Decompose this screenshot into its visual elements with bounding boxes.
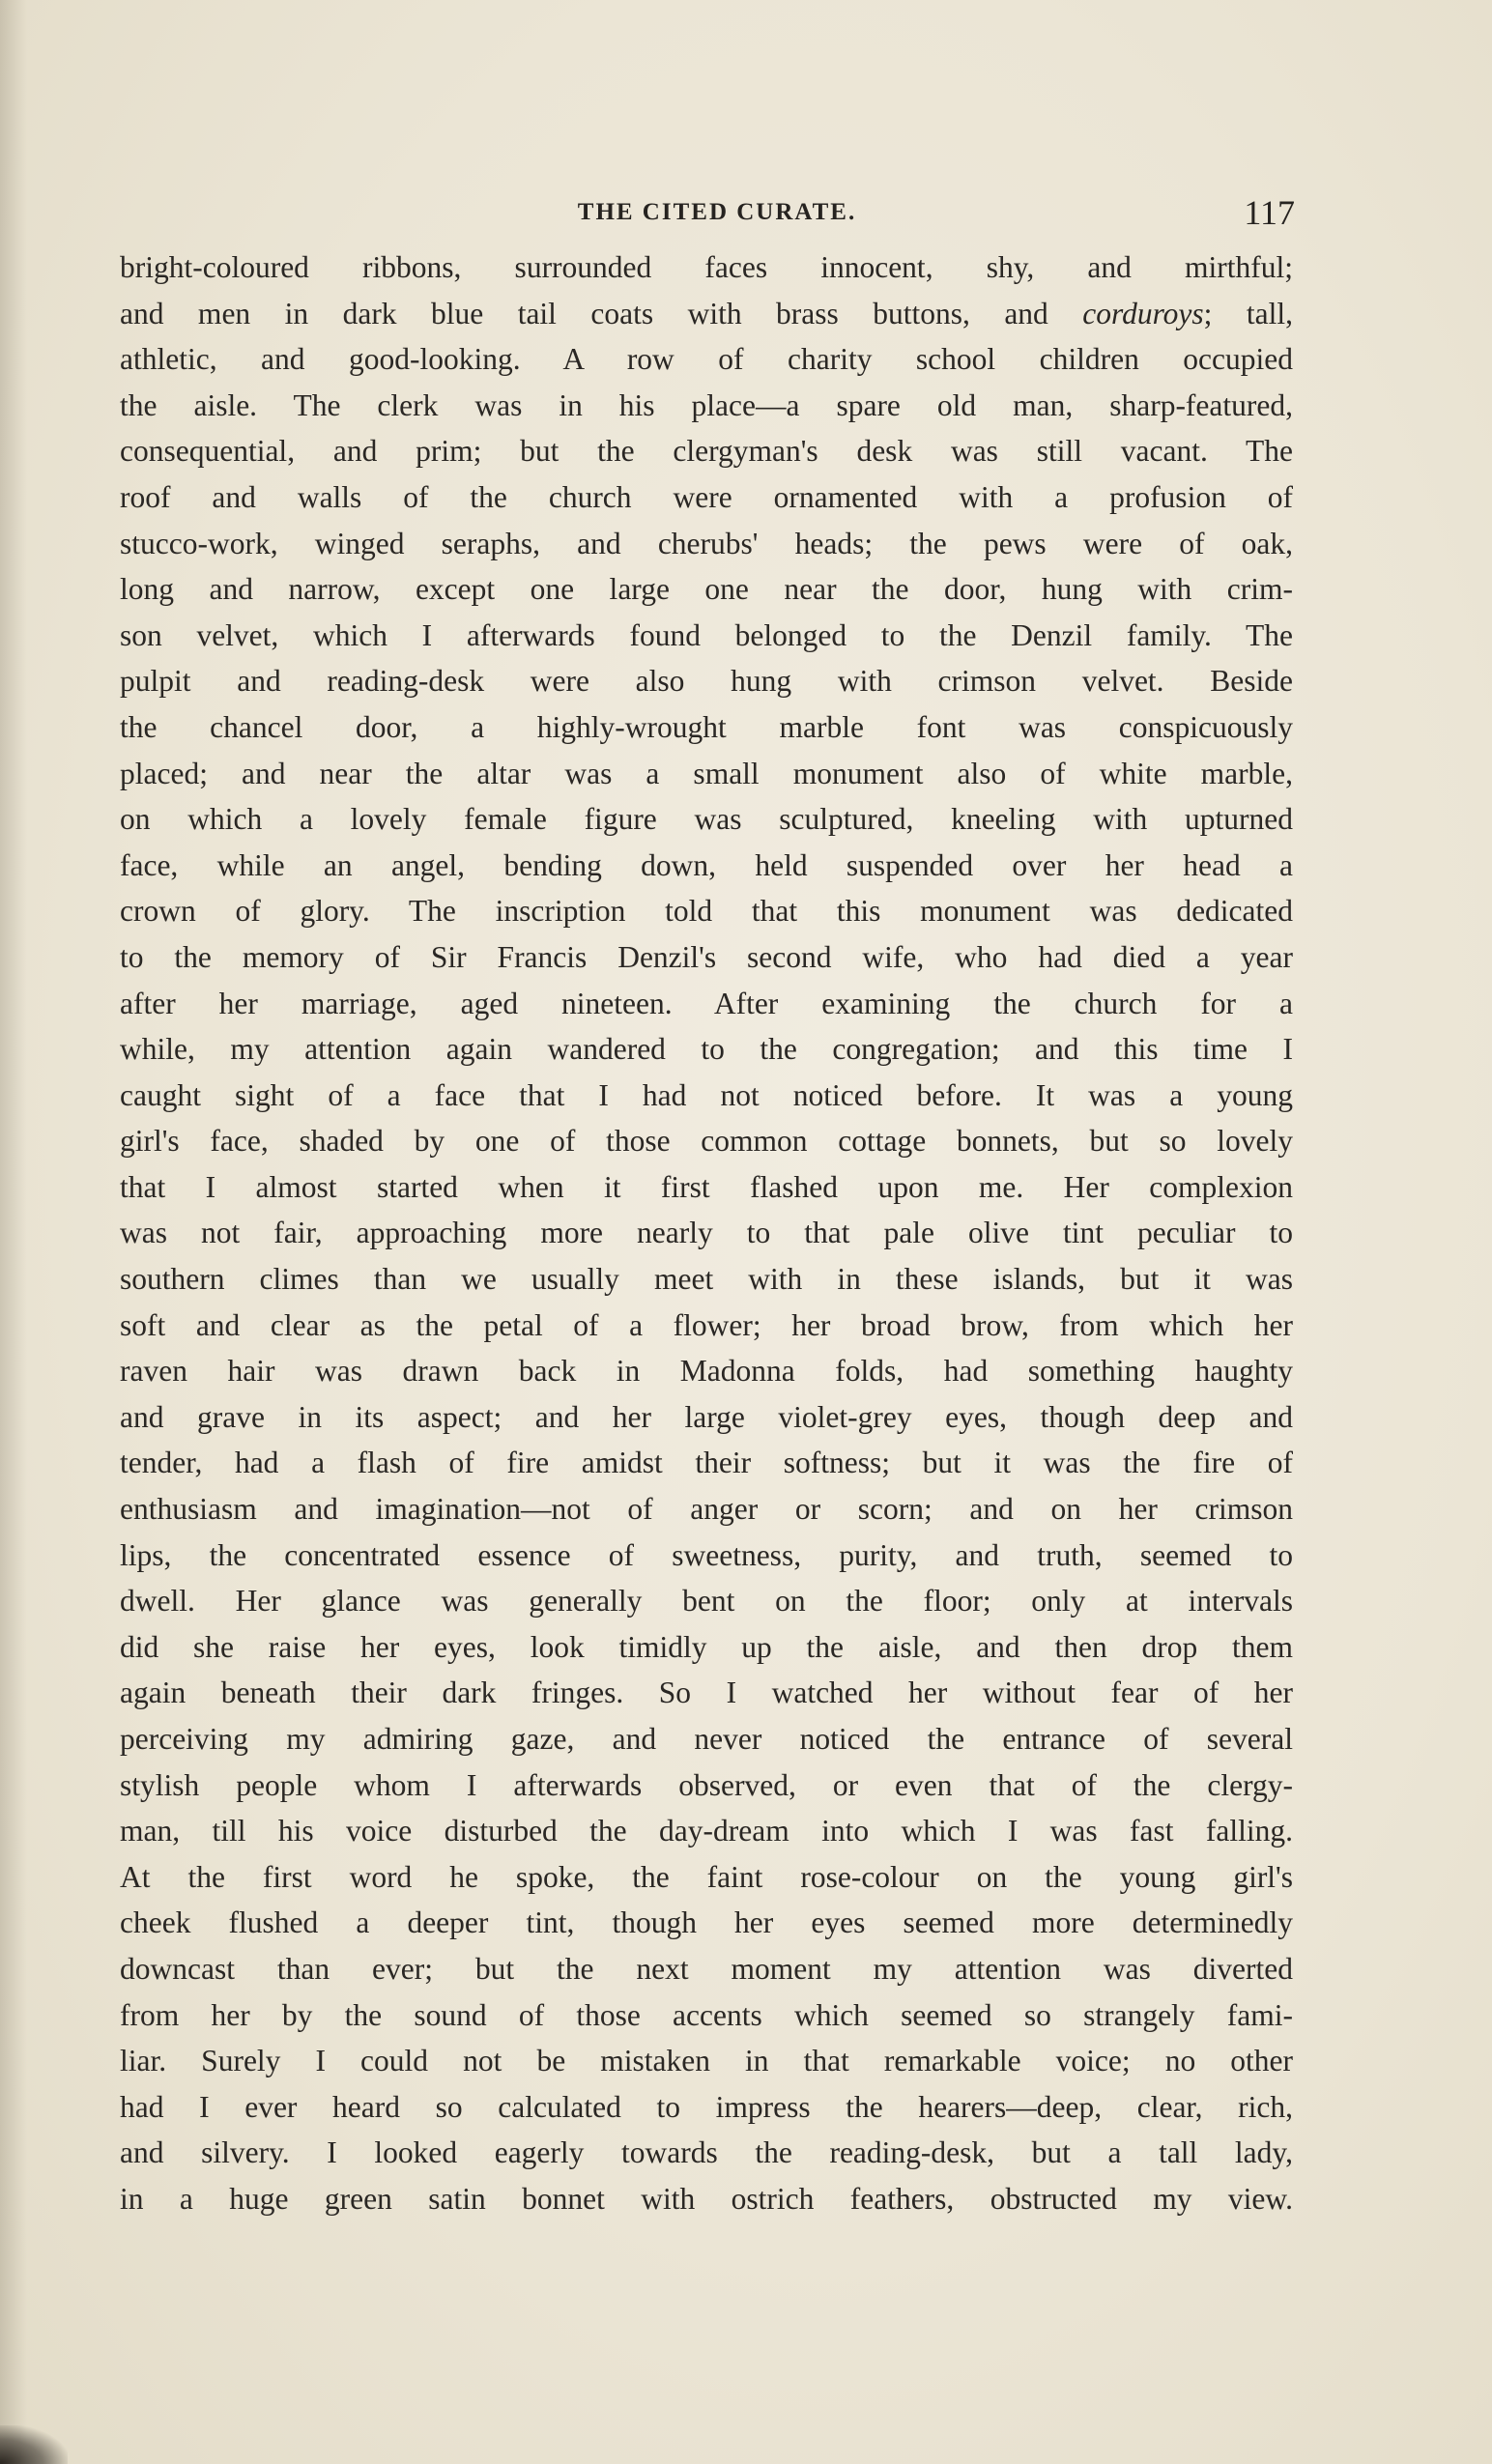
- text-line: downcast than ever; but the next moment my attention was diverted: [120, 1951, 1293, 1986]
- text-line: and men in dark blue tail coats with brass buttons, and corduroys; tall,: [120, 296, 1293, 330]
- running-header: [120, 189, 1295, 236]
- text-line: stucco-work, winged seraphs, and cherubs' heads; the pews were of oak,: [120, 526, 1293, 560]
- running-title: THE CITED CURATE.: [577, 199, 857, 225]
- text-line: southern climes than we usually meet with in these islands, but it was: [120, 1262, 1293, 1297]
- text-line: raven hair was drawn back in Madonna folds, had something haughty: [120, 1354, 1293, 1389]
- text-line: At the first word he spoke, the faint rose-colour on the young girl's: [120, 1859, 1293, 1894]
- text-line: man, till his voice disturbed the day-dream into which I was fast falling.: [120, 1814, 1293, 1848]
- text-line: soft and clear as the petal of a flower; her broad brow, from which her: [120, 1307, 1293, 1342]
- gutter-shadow: [0, 0, 27, 2464]
- text-line: on which a lovely female figure was sculptured, kneeling with upturned: [120, 802, 1293, 837]
- page-number: 117: [1244, 193, 1295, 232]
- text-line: tender, had a flash of fire amidst their softness; but it was the fire of: [120, 1446, 1293, 1480]
- text-line: cheek flushed a deeper tint, though her eyes seemed more determinedly: [120, 1905, 1293, 1940]
- text-line: again beneath their dark fringes. So I watched her without fear of her: [120, 1676, 1293, 1710]
- text-line: and silvery. I looked eagerly towards the reading-desk, but a tall lady,: [120, 2135, 1293, 2170]
- text-line: crown of glory. The inscription told that this monument was dedicated: [120, 894, 1293, 929]
- text-line: perceiving my admiring gaze, and never noticed the entrance of several: [120, 1722, 1293, 1756]
- text-line: dwell. Her glance was generally bent on the floor; only at intervals: [120, 1584, 1293, 1619]
- text-line: stylish people whom I afterwards observed, or even that of the clergy-: [120, 1767, 1293, 1802]
- text-line: did she raise her eyes, look timidly up the aisle, and then drop them: [120, 1629, 1293, 1664]
- text-line: face, while an angel, bending down, held suspended over her head a: [120, 847, 1293, 882]
- text-line: consequential, and prim; but the clergyman's desk was still vacant. The: [120, 434, 1293, 469]
- text-line: placed; and near the altar was a small monument also of white marble,: [120, 756, 1293, 790]
- text-line: while, my attention again wandered to the congregation; and this time I: [120, 1032, 1293, 1067]
- text-line: the aisle. The clerk was in his place—a spare old man, sharp-featured,: [120, 387, 1293, 422]
- text-line: girl's face, shaded by one of those common cottage bonnets, but so lovely: [120, 1124, 1293, 1159]
- text-line: had I ever heard so calculated to impress the hearers—deep, clear, rich,: [120, 2089, 1293, 2124]
- text-line: was not fair, approaching more nearly to that pale olive tint peculiar to: [120, 1216, 1293, 1250]
- text-line: the chancel door, a highly-wrought marble font was conspicuously: [120, 709, 1293, 744]
- text-line: bright-coloured ribbons, surrounded faces innocent, shy, and mirthful;: [120, 250, 1293, 284]
- text-line: son velvet, which I afterwards found belonged to the Denzil family. The: [120, 617, 1293, 652]
- text-line: to the memory of Sir Francis Denzil's second wife, who had died a year: [120, 939, 1293, 974]
- text-line: that I almost started when it first flashed upon me. Her complexion: [120, 1169, 1293, 1204]
- text-line: and grave in its aspect; and her large violet-grey eyes, though deep and: [120, 1399, 1293, 1434]
- text-line: pulpit and reading-desk were also hung with crimson velvet. Beside: [120, 664, 1293, 699]
- text-line: from her by the sound of those accents which seemed so strangely fami-: [120, 1997, 1293, 2032]
- text-line: in a huge green satin bonnet with ostrich feathers, obstructed my view.: [120, 2181, 1293, 2216]
- text-line: lips, the concentrated essence of sweetness, purity, and truth, seemed to: [120, 1537, 1293, 1572]
- text-line: roof and walls of the church were ornamented with a profusion of: [120, 479, 1293, 514]
- body-text: [120, 244, 1293, 2222]
- text-line: long and narrow, except one large one near the door, hung with crim-: [120, 572, 1293, 607]
- text-line: caught sight of a face that I had not noticed before. It was a young: [120, 1077, 1293, 1112]
- text-line: enthusiasm and imagination—not of anger or scorn; and on her crimson: [120, 1492, 1293, 1527]
- text-line: liar. Surely I could not be mistaken in that remarkable voice; no other: [120, 2044, 1293, 2078]
- page-corner-shadow: [0, 2425, 68, 2464]
- text-line: after her marriage, aged nineteen. After examining the church for a: [120, 986, 1293, 1020]
- text-line: athletic, and good-looking. A row of charity school children occupied: [120, 342, 1293, 377]
